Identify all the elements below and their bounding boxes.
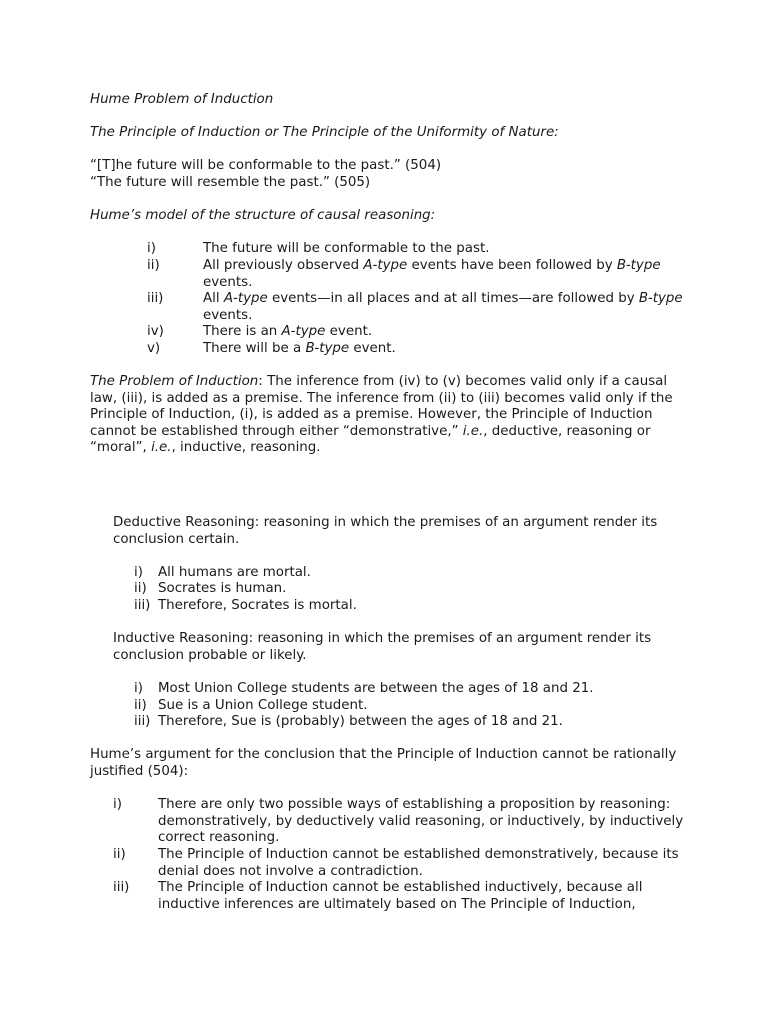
italic-text: i.e.	[151, 440, 172, 456]
text-run: All previously observed	[203, 257, 364, 273]
list-item	[134, 581, 690, 598]
text-run: event.	[325, 324, 373, 340]
list-item-number: ii)	[134, 581, 147, 597]
italic-text: i.e.	[462, 423, 484, 439]
model-list	[90, 241, 690, 357]
list-item	[147, 341, 690, 358]
text-run: There is an	[203, 324, 282, 340]
text-run: All	[203, 291, 224, 307]
italic-text: A-type	[281, 324, 326, 340]
inductive-definition: Inductive Reasoning: reasoning in which the premises of an argument render its conclusion probable or likely.	[113, 631, 652, 663]
document-title: Hume Problem of Induction	[90, 92, 274, 107]
quote-1: “[T]he future will be conformable to the past.” (504)	[90, 158, 442, 174]
text-run: events—in all places and at all times—are followed by	[267, 291, 639, 307]
reasoning-definitions	[113, 515, 690, 731]
list-item-text	[203, 291, 690, 324]
text-run: , deductive, reasoning or “moral”,	[90, 423, 651, 456]
list-item	[147, 291, 690, 324]
text-run: events.	[203, 307, 253, 323]
italic-text: B-type	[616, 257, 661, 273]
principle-heading: The Principle of Induction or The Principle of the Uniformity of Nature:	[90, 125, 559, 141]
list-item-number: iii)	[113, 880, 130, 896]
list-item-text: Socrates is human.	[158, 581, 287, 597]
list-item-number: iii)	[134, 598, 151, 614]
list-item	[134, 698, 690, 715]
list-item-text: Therefore, Sue is (probably) between the ages of 18 and 21.	[158, 714, 563, 730]
list-item-text: Most Union College students are between the ages of 18 and 21.	[158, 681, 594, 696]
text-run: events have been followed by	[407, 257, 617, 273]
list-item-text	[203, 258, 690, 291]
model-heading: Hume’s model of the structure of causal reasoning:	[90, 208, 436, 224]
list-item-number: i)	[147, 241, 156, 257]
italic-text: The Problem of Induction	[90, 374, 259, 390]
list-item	[113, 847, 690, 880]
list-item-number: iii)	[147, 291, 164, 307]
italic-text: A-type	[363, 257, 408, 273]
list-item	[147, 241, 690, 258]
text-run: : The inference from (iv) to (v) becomes valid only if a causal law, (iii), is added as a premise. The inference from (ii) to (iii) becomes valid only if the Principle of Induction, (i), is added as a premise. However, the Principle of Induction cannot be established through either “demonstrative,”	[90, 374, 673, 439]
text-run: The future will be conformable to the past.	[203, 241, 490, 257]
list-item-number: i)	[134, 564, 143, 580]
italic-text: A-type	[223, 291, 268, 307]
list-item-text	[203, 241, 690, 258]
list-item-text: Therefore, Socrates is mortal.	[158, 598, 357, 614]
list-item	[134, 565, 690, 582]
list-item-text: The Principle of Induction cannot be established inductively, because all inductive inferences are ultimately based on The Principle of Induction,	[158, 880, 643, 912]
list-item-number: ii)	[147, 257, 160, 273]
list-item-number: v)	[147, 340, 161, 356]
text-run: event.	[349, 340, 396, 356]
deductive-example-list	[113, 565, 690, 615]
list-item	[147, 258, 690, 291]
list-item-text: Sue is a Union College student.	[158, 697, 368, 713]
problem-paragraph	[90, 374, 690, 457]
list-item-number: iv)	[147, 324, 164, 340]
list-item-number: ii)	[134, 697, 147, 713]
list-item	[113, 797, 690, 847]
italic-text: B-type	[638, 291, 683, 307]
list-item-text	[203, 324, 690, 341]
list-item	[134, 598, 690, 615]
argument-heading: Hume’s argument for the conclusion that the Principle of Induction cannot be rationally justified (504):	[90, 747, 677, 779]
list-item	[134, 681, 690, 698]
italic-text: B-type	[305, 340, 350, 356]
list-item-number: i)	[134, 681, 143, 696]
text-run: , inductive, reasoning.	[171, 440, 321, 456]
inductive-example-list	[113, 681, 690, 731]
argument-list	[90, 797, 690, 913]
list-item-text	[203, 341, 690, 358]
deductive-definition: Deductive Reasoning: reasoning in which the premises of an argument render its conclusion certain.	[113, 515, 658, 547]
list-item-number: ii)	[113, 846, 126, 862]
list-item	[113, 880, 690, 913]
text-run: events.	[203, 274, 253, 290]
list-item-number: iii)	[134, 714, 151, 730]
list-item-text: There are only two possible ways of establishing a proposition by reasoning: demonstratively, by deductively valid reasoning, or inductively, by inductively correct reasoning.	[158, 797, 684, 846]
list-item-text: All humans are mortal.	[158, 564, 311, 580]
list-item-text: The Principle of Induction cannot be established demonstratively, because its denial does not involve a contradiction.	[158, 846, 679, 879]
text-run: There will be a	[203, 340, 306, 356]
list-item-number: i)	[113, 797, 122, 813]
document-page	[90, 92, 690, 913]
quote-2: “The future will resemble the past.” (505)	[90, 174, 371, 190]
list-item	[147, 324, 690, 341]
list-item	[134, 714, 690, 731]
